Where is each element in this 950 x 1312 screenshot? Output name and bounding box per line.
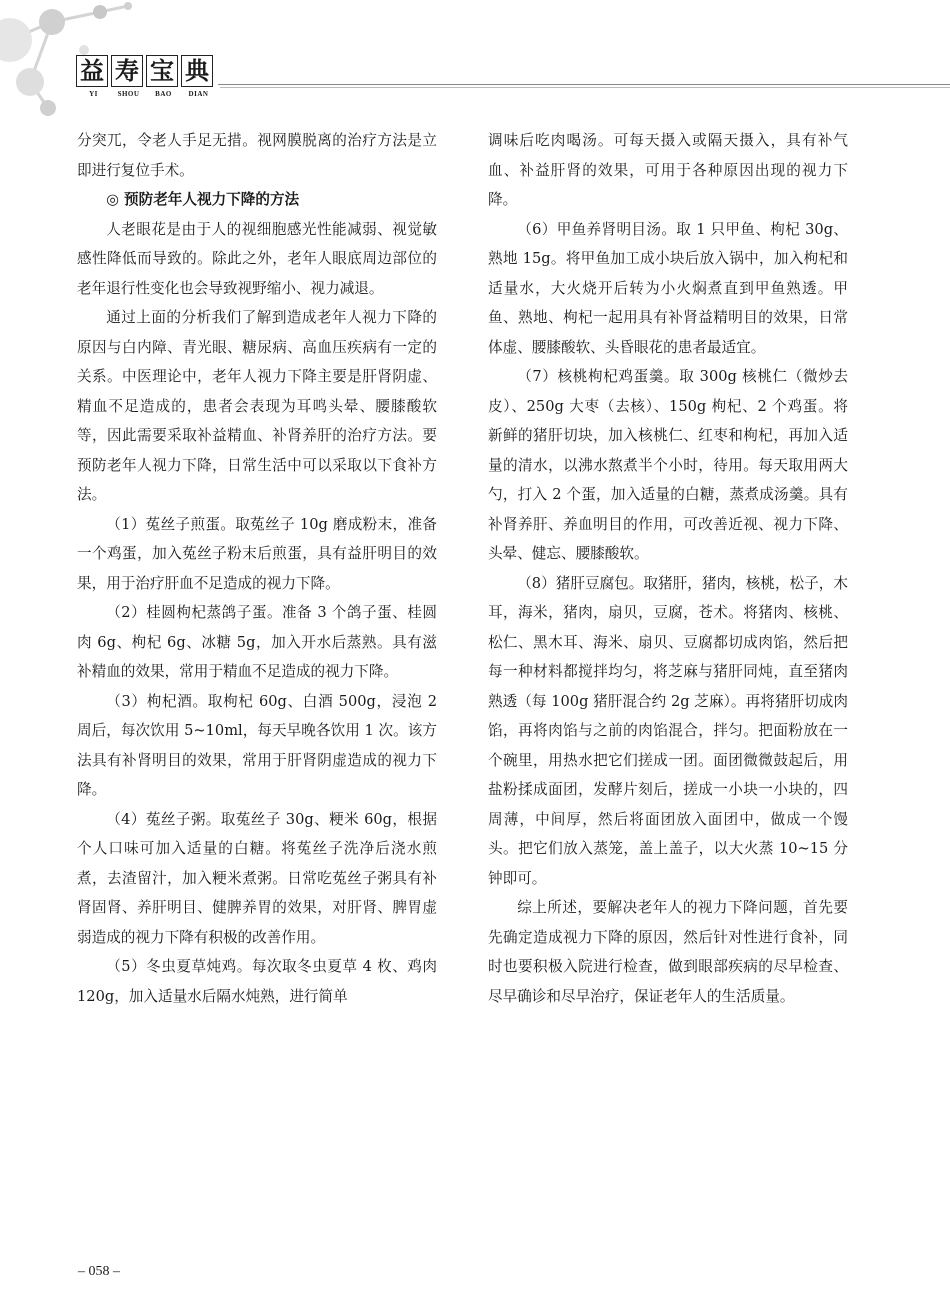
- pinyin-syllable: DIAN: [188, 90, 209, 98]
- logo-char: 益: [76, 55, 108, 87]
- paragraph: 综上所述，要解决老年人的视力下降问题，首先要先确定造成视力下降的原因，然后针对性进行食补，同时也要积极入院进行检查，做到眼部疾病的尽早检查、尽早确诊和尽早治疗，保证老年人的生活质量。: [488, 899, 848, 1005]
- paragraph-continued: 调味后吃肉喝汤。可每天摄入或隔天摄入，具有补气血、补益肝肾的效果，可用于各种原因出现的视力下降。: [488, 132, 848, 208]
- left-text-column: [77, 126, 437, 1011]
- page-number: – 058 –: [78, 1264, 120, 1279]
- paragraph: （1）菟丝子煎蛋。取菟丝子 10g 磨成粉末，准备一个鸡蛋，加入菟丝子粉末后煎蛋，具有益肝明目的效果，用于治疗肝血不足造成的视力下降。: [77, 515, 437, 592]
- paragraph: 人老眼花是由于人的视细胞感光性能减弱、视觉敏感性降低而导致的。除此之外，老年人眼底周边部位的老年退行性变化也会导致视野缩小、视力减退。: [77, 220, 437, 297]
- logo-pinyin: [76, 90, 216, 98]
- section-heading: ◎ 预防老年人视力下降的方法: [106, 191, 300, 208]
- paragraph-continued: 分突兀，令老人手足无措。视网膜脱离的治疗方法是立即进行复位手术。: [77, 132, 437, 179]
- pinyin-syllable: YI: [89, 90, 98, 98]
- paragraph: （6）甲鱼养肾明目汤。取 1 只甲鱼、枸杞 30g、熟地 15g。将甲鱼加工成小块后放入锅中，加入枸杞和适量水，大火烧开后转为小火焖煮直到甲鱼熟透。甲鱼、熟地、枸杞一起用具有补肾益精明目的效果，日常体虚、腰膝酸软、头昏眼花的患者最适宜。: [488, 220, 848, 356]
- logo-char: 典: [181, 55, 213, 87]
- logo-char: 宝: [146, 55, 178, 87]
- paragraph: （3）枸杞酒。取枸杞 60g、白酒 500g，浸泡 2 周后，每次饮用 5~10ml，每天早晚各饮用 1 次。该方法具有补肾明目的效果，常用于肝肾阴虚造成的视力下降。: [77, 692, 437, 798]
- paragraph: （2）桂圆枸杞蒸鸽子蛋。准备 3 个鸽子蛋、桂圆肉 6g、枸杞 6g、冰糖 5g，加入开水后蒸熟。具有滋补精血的效果，常用于精血不足造成的视力下降。: [77, 604, 437, 680]
- pinyin-syllable: BAO: [155, 90, 172, 98]
- paragraph: 通过上面的分析我们了解到造成老年人视力下降的原因与白内障、青光眼、糖尿病、高血压疾病有一定的关系。中医理论中，老年人视力下降主要是肝肾阴虚、精血不足造成的，患者会表现为耳鸣头晕、腰膝酸软等，因此需要采取补益精血、补肾养肝的治疗方法。要预防老年人视力下降，日常生活中可以采取以下食补方法。: [77, 309, 437, 503]
- publication-logo: [76, 55, 213, 87]
- header-rule: [218, 84, 950, 85]
- right-text-column: [488, 126, 848, 1011]
- paragraph: （7）核桃枸杞鸡蛋羹。取 300g 核桃仁（微炒去皮）、250g 大枣（去核）、150g 枸杞、2 个鸡蛋。将新鲜的猪肝切块，加入核桃仁、红枣和枸杞，再加入适量的清水，以沸水熬煮半个小时，待用。每天取用两大勺，打入 2 个蛋，加入适量的白糖，蒸煮成汤羹。具有补肾养肝、养血明目的作用，可改善近视、视力下降、头晕、健忘、腰膝酸软。: [488, 368, 848, 562]
- logo-char: 寿: [111, 55, 143, 87]
- header-rule-secondary: [220, 87, 950, 88]
- paragraph: （4）菟丝子粥。取菟丝子 30g、粳米 60g，根据个人口味可加入适量的白糖。将菟丝子洗净后浇水煎煮，去渣留汁，加入粳米煮粥。日常吃菟丝子粥具有补肾固肾、养肝明目、健脾养胃的效果，对肝肾、脾胃虚弱造成的视力下降有积极的改善作用。: [77, 810, 437, 946]
- paragraph: （5）冬虫夏草炖鸡。每次取冬虫夏草 4 枚、鸡肉 120g，加入适量水后隔水炖熟，进行简单: [77, 958, 437, 1005]
- pinyin-syllable: SHOU: [117, 90, 140, 98]
- paragraph: （8）猪肝豆腐包。取猪肝，猪肉，核桃，松子，木耳，海米，猪肉，扇贝，豆腐，苍术。将猪肉、核桃、松仁、黑木耳、海米、扇贝、豆腐都切成肉馅，然后把每一种材料都搅拌均匀，将芝麻与猪肝同炖，直至猪肉熟透（每 100g 猪肝混合约 2g 芝麻）。再将猪肝切成肉馅，再将肉馅与之前的肉馅混合，拌匀。把面粉放在一个碗里，用热水把它们搓成一团。面团微微鼓起后，用盐粉揉成面团，发酵片刻后，搓成一小块一小块的，四周薄，中间厚，然后将面团放入面团中，做成一个馒头。把它们放入蒸笼，盖上盖子，以大火蒸 10~15 分钟即可。: [488, 574, 848, 887]
